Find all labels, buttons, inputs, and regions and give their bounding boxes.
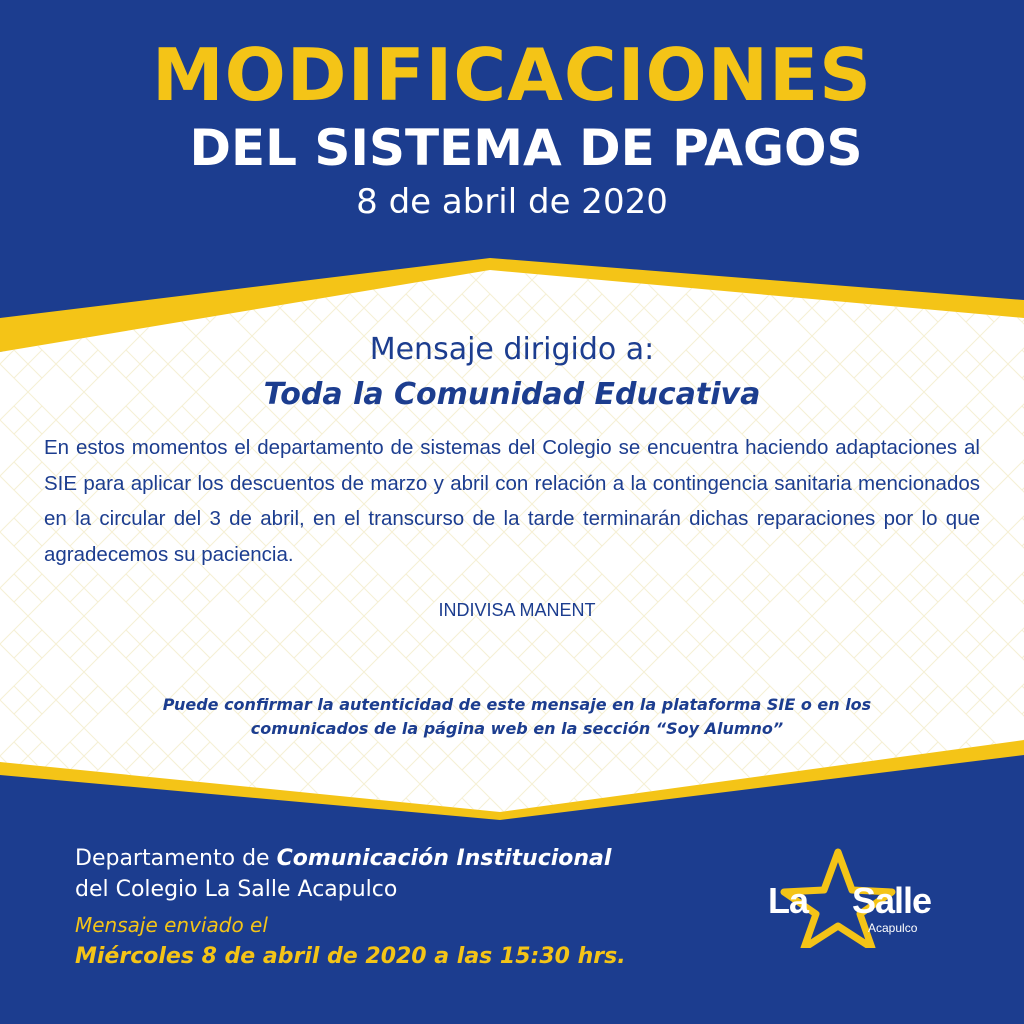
announcement-date: 8 de abril de 2020 bbox=[356, 182, 668, 222]
sent-date: Miércoles 8 de abril de 2020 a las 15:30 hrs. bbox=[75, 944, 626, 969]
sent-label: Mensaje enviado el bbox=[75, 913, 268, 937]
authenticity-note-line-1: Puede confirmar la autenticidad de este mensaje en la plataforma SIE o en los bbox=[162, 695, 872, 714]
audience-name: Toda la Comunidad Educativa bbox=[263, 377, 761, 412]
authenticity-note bbox=[100, 693, 934, 741]
message-body: En estos momentos el departamento de sistemas del Colegio se encuentra haciendo adaptaciones al SIE para aplicar los descuentos de marzo y abril con relación a la contingencia sanitaria mencionados en la circular del 3 de abril, en el transcurso de la tarde terminarán dichas reparaciones por lo que agradecemos su paciencia. bbox=[44, 436, 980, 566]
logo-wordmark bbox=[768, 880, 931, 922]
department-name: Comunicación Institucional bbox=[276, 846, 612, 871]
motto: INDIVISA MANENT bbox=[438, 600, 596, 620]
page-title: MODIFICACIONES bbox=[151, 33, 873, 117]
audience-label: Mensaje dirigido a: bbox=[369, 332, 655, 367]
logo-word-salle: Salle bbox=[852, 880, 932, 921]
department-line-1 bbox=[75, 842, 611, 876]
page-subtitle: DEL SISTEMA DE PAGOS bbox=[189, 119, 863, 177]
logo-word-la: La bbox=[768, 880, 809, 921]
logo-subtitle: Acapulco bbox=[868, 921, 918, 935]
department-line-2: del Colegio La Salle Acapulco bbox=[75, 877, 398, 902]
department-prefix: Departamento de bbox=[75, 846, 277, 871]
authenticity-note-line-2: comunicados de la página web en la sección “Soy Alumno” bbox=[250, 719, 784, 738]
